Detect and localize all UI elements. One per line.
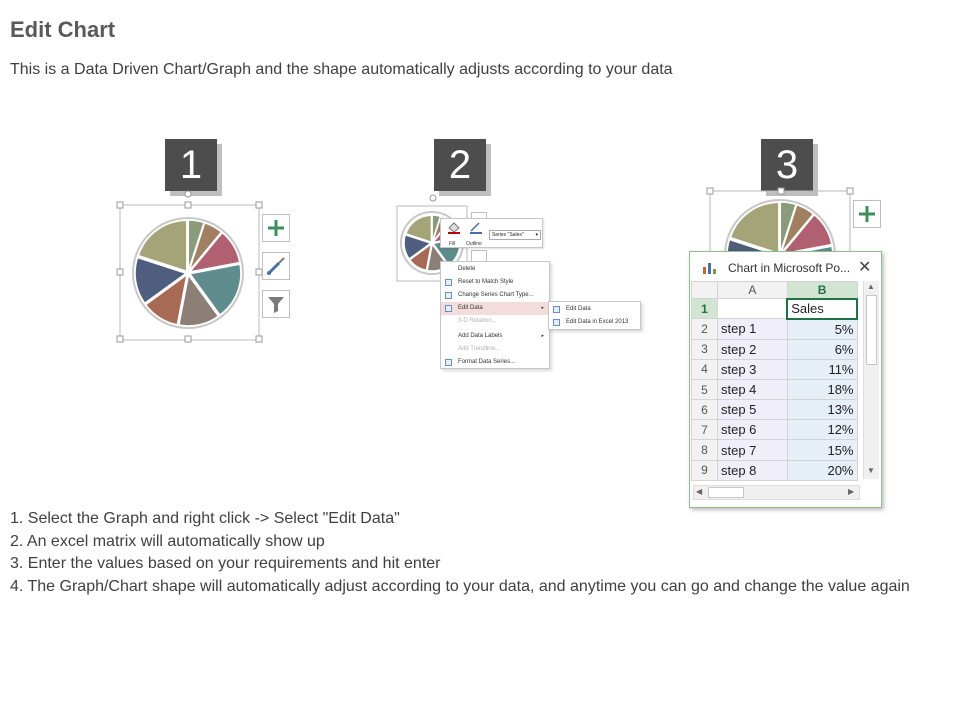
outline-label: Outline xyxy=(466,241,482,247)
rotate-handle[interactable] xyxy=(430,195,436,201)
chart-panel-1[interactable] xyxy=(115,185,265,345)
menu-item-label: Delete xyxy=(458,266,476,272)
scroll-right-icon[interactable]: ▶ xyxy=(848,487,855,496)
cell-label[interactable]: step 1 xyxy=(718,319,788,339)
cell-label[interactable]: step 7 xyxy=(718,440,788,460)
menu-item-label: Reset to Match Style xyxy=(458,279,514,285)
vertical-scrollbar[interactable] xyxy=(863,281,879,479)
cell-value[interactable]: 5% xyxy=(787,319,857,339)
menu-item-change-type[interactable] xyxy=(441,289,549,302)
instruction-4: 4. The Graph/Chart shape will automatically adjust according to your data, and anytime you can go and change the value again xyxy=(10,577,910,595)
instruction-3: 3. Enter the values based on your requirements and hit enter xyxy=(10,555,441,572)
chart-icon xyxy=(702,261,718,275)
instruction-2: 2. An excel matrix will automatically show up xyxy=(10,532,325,550)
select-all-corner[interactable] xyxy=(692,282,718,299)
menu-item-edit-data[interactable] xyxy=(441,302,549,315)
scroll-thumb[interactable] xyxy=(866,295,877,365)
column-header-b[interactable]: B xyxy=(787,282,857,299)
row-header[interactable]: 2 xyxy=(692,319,718,339)
row-header[interactable]: 3 xyxy=(692,339,718,359)
context-menu xyxy=(440,261,550,369)
scroll-thumb[interactable] xyxy=(708,487,744,498)
plus-icon xyxy=(854,201,880,227)
edit-data-submenu xyxy=(548,301,641,330)
close-icon[interactable]: ✕ xyxy=(858,259,872,276)
table-row xyxy=(692,460,858,480)
table-row xyxy=(692,400,858,420)
page-title: Edit Chart xyxy=(10,17,116,42)
submenu-arrow-icon: ▸ xyxy=(541,305,544,311)
menu-item-add-trendline[interactable] xyxy=(441,343,549,356)
table-row xyxy=(692,319,858,339)
menu-item-label: Edit Data xyxy=(458,305,483,311)
cell-value[interactable]: 12% xyxy=(787,420,857,440)
cell-value[interactable]: 6% xyxy=(787,339,857,359)
fill-icon[interactable] xyxy=(447,222,461,234)
mini-toolbar xyxy=(440,218,543,248)
chart-filters-button[interactable] xyxy=(262,290,290,318)
table-row xyxy=(692,379,858,399)
chart-panel-3[interactable] xyxy=(705,185,915,260)
excel-window-title: Chart in Microsoft Po... xyxy=(728,261,851,275)
menu-item-label: 3-D Rotation... xyxy=(458,318,497,324)
row-header[interactable]: 4 xyxy=(692,359,718,379)
submenu-item-edit-data[interactable] xyxy=(549,303,640,316)
cell-value[interactable]: 13% xyxy=(787,400,857,420)
menu-item-label: Change Series Chart Type... xyxy=(458,292,534,298)
menu-item-add-data-labels[interactable] xyxy=(441,330,549,343)
table-row xyxy=(692,359,858,379)
submenu-item-edit-excel[interactable] xyxy=(549,316,640,329)
menu-item-delete[interactable] xyxy=(441,263,549,276)
cell-label[interactable]: step 4 xyxy=(718,379,788,399)
edit-data-icon xyxy=(445,305,452,312)
cell-a1[interactable] xyxy=(718,299,788,319)
outline-icon[interactable] xyxy=(469,222,483,234)
cell-label[interactable]: step 3 xyxy=(718,359,788,379)
brush-icon xyxy=(263,253,289,279)
menu-item-3d-rotation[interactable] xyxy=(441,315,549,328)
chart-styles-button[interactable] xyxy=(262,252,290,280)
cell-value[interactable]: 20% xyxy=(787,460,857,480)
menu-item-label: Add Data Labels xyxy=(458,333,503,339)
series-select[interactable] xyxy=(489,230,541,240)
scroll-down-icon[interactable]: ▼ xyxy=(867,466,875,475)
horizontal-scrollbar[interactable] xyxy=(693,485,860,500)
page-subtitle: This is a Data Driven Chart/Graph and the shape automatically adjusts according to your data xyxy=(10,61,673,78)
menu-item-format-series[interactable] xyxy=(441,356,549,369)
instructions xyxy=(10,508,940,598)
row-header[interactable]: 9 xyxy=(692,460,718,480)
submenu-item-label: Edit Data in Excel 2013 xyxy=(566,319,629,325)
column-header-a[interactable]: A xyxy=(718,282,788,299)
excel-grid xyxy=(691,281,858,481)
chevron-down-icon: ▾ xyxy=(535,232,538,238)
submenu-arrow-icon: ▸ xyxy=(541,333,544,339)
cell-value[interactable]: 11% xyxy=(787,359,857,379)
selection-handle[interactable] xyxy=(707,188,713,194)
submenu-item-label: Edit Data xyxy=(566,306,591,312)
cell-label[interactable]: step 5 xyxy=(718,400,788,420)
cell-b1[interactable]: Sales xyxy=(787,299,857,319)
row-header[interactable]: 1 xyxy=(692,299,718,319)
table-row xyxy=(692,420,858,440)
row-header[interactable]: 5 xyxy=(692,379,718,399)
excel-data-window xyxy=(689,251,882,508)
plus-icon xyxy=(263,215,289,241)
scroll-up-icon[interactable]: ▲ xyxy=(867,282,875,291)
selection-handle[interactable] xyxy=(847,188,853,194)
row-header[interactable]: 6 xyxy=(692,400,718,420)
table-row xyxy=(692,339,858,359)
cell-value[interactable]: 18% xyxy=(787,379,857,399)
row-header[interactable]: 7 xyxy=(692,420,718,440)
chart-type-icon xyxy=(445,292,452,299)
reset-icon xyxy=(445,279,452,286)
step-badge-1: 1 xyxy=(165,139,217,191)
edit-data-icon xyxy=(553,306,560,313)
menu-item-label: Format Data Series... xyxy=(458,359,516,365)
selection-handle[interactable] xyxy=(778,188,784,194)
filter-icon xyxy=(263,291,289,317)
instruction-1: 1. Select the Graph and right click -> Select "Edit Data" xyxy=(10,510,400,527)
step-badge-3: 3 xyxy=(761,139,813,191)
cell-label[interactable]: step 2 xyxy=(718,339,788,359)
menu-item-label: Add Trendline... xyxy=(458,346,501,352)
row-header[interactable]: 8 xyxy=(692,440,718,460)
cell-label[interactable]: step 6 xyxy=(718,420,788,440)
excel-icon xyxy=(553,319,560,326)
table-row xyxy=(692,440,858,460)
chart-elements-button[interactable] xyxy=(262,214,290,242)
cell-label[interactable]: step 8 xyxy=(718,460,788,480)
series-select-value: Series "Sales" xyxy=(492,232,524,238)
step-badge-2: 2 xyxy=(434,139,486,191)
fill-label: Fill xyxy=(449,241,456,247)
menu-item-reset-style[interactable] xyxy=(441,276,549,289)
scroll-left-icon[interactable]: ◀ xyxy=(696,487,703,496)
excel-title-bar[interactable] xyxy=(690,252,881,281)
chart-elements-button-3[interactable] xyxy=(853,200,881,228)
pie-chart-1[interactable] xyxy=(133,218,243,328)
cell-value[interactable]: 15% xyxy=(787,440,857,460)
format-icon xyxy=(445,359,452,366)
